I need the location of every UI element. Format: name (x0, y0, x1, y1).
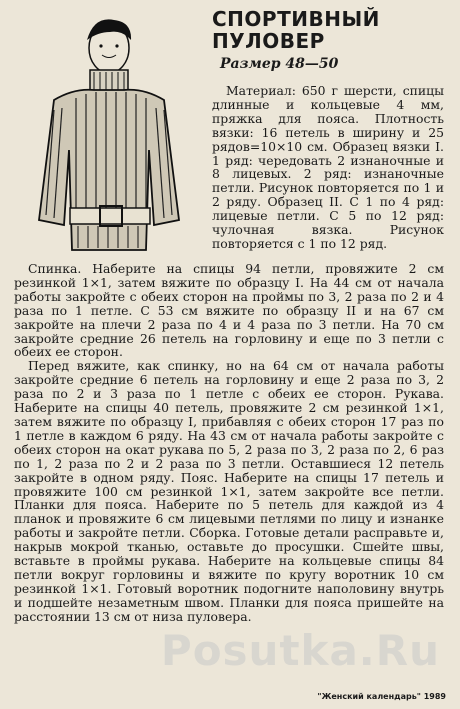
instructions (14, 262, 444, 624)
source-caption: "Женский календарь" 1989 (317, 692, 446, 701)
title-line-1: СПОРТИВНЫЙ (212, 7, 380, 31)
watermark: Posutka.Ru (160, 626, 440, 675)
materials-text: Материал: 650 г шерсти, спицы длинные и кольцевые 4 мм, пряжка для пояса. Плотность вязки: 16 петель в ширину и 25 рядов=10×10 см. Образец вязки I. 1 ряд: чередовать 2 изнаночные и 8 лицевых. 2 ряд: изнаночные петли. Рисунок повторяется по 1 и 2 ряду. Образец II. С 1 по 4 ряд: лицевые петли. С 5 по 12 ряд: чулочная вязка. Рисунок повторяется с 1 по 12 ряд. (212, 83, 444, 251)
header (212, 8, 452, 72)
sweater-illustration (14, 10, 204, 260)
title-line-2: ПУЛОВЕР (212, 29, 325, 53)
size-label: Размер 48—50 (220, 56, 339, 72)
page-title (212, 8, 452, 52)
materials-paragraph (212, 84, 444, 251)
front-paragraph: Перед вяжите, как спинку, но на 64 см от начала работы закройте средние 6 петель на горловину и еще 2 раза по 3, 2 раза по 2 и 3 раза по 1 петле с обеих ее сторон. Рукава. Наберите на спицы 40 петель, провяжите 2 см резинкой 1×1, затем вяжите по образцу I, прибавляя с обеих сторон 17 раз по 1 петле в каждом 6 ряду. На 43 см от начала работы закройте с обеих сторон на окат рукава по 5, 2 раза по 3, 2 раза по 2, 6 раз по 1, 2 раза по 2 и 2 раза по 3 петли. Оставшиеся 12 петель закройте в одном ряду. Пояс. Наберите на спицы 17 петель и провяжите 100 см резинкой 1×1, затем закройте все петли. Планки для пояса. Наберите по 5 петель для каждой из 4 планок и провяжите 6 см лицевыми петлями по лицу и изнанке работы и закройте петли. Сборка. Готовые детали расправьте и, накрыв мокрой тканью, оставьте до просушки. Сшейте швы, вставьте в проймы рукава. Наберите на кольцевые спицы 84 петли вокруг горловины и вяжите по кругу воротник 10 см резинкой 1×1. Готовый воротник подогните наполовину внутрь и подшейте незаметным швом. Планки для пояса пришейте на расстоянии 13 см от низа пуловера. (14, 358, 444, 624)
back-paragraph: Спинка. Наберите на спицы 94 петли, провяжите 2 см резинкой 1×1, затем вяжите по образцу I. На 44 см от начала работы закройте с обеих сторон на проймы по 3, 2 раза по 2 и 4 раза по 1 петле. С 53 см вяжите по образцу II и на 67 см закройте на плечи 2 раза по 4 и 4 раза по 3 петли. На 70 см закройте средние 26 петель на горловину и еще по 3 петли с обеих ее сторон. (14, 261, 444, 360)
